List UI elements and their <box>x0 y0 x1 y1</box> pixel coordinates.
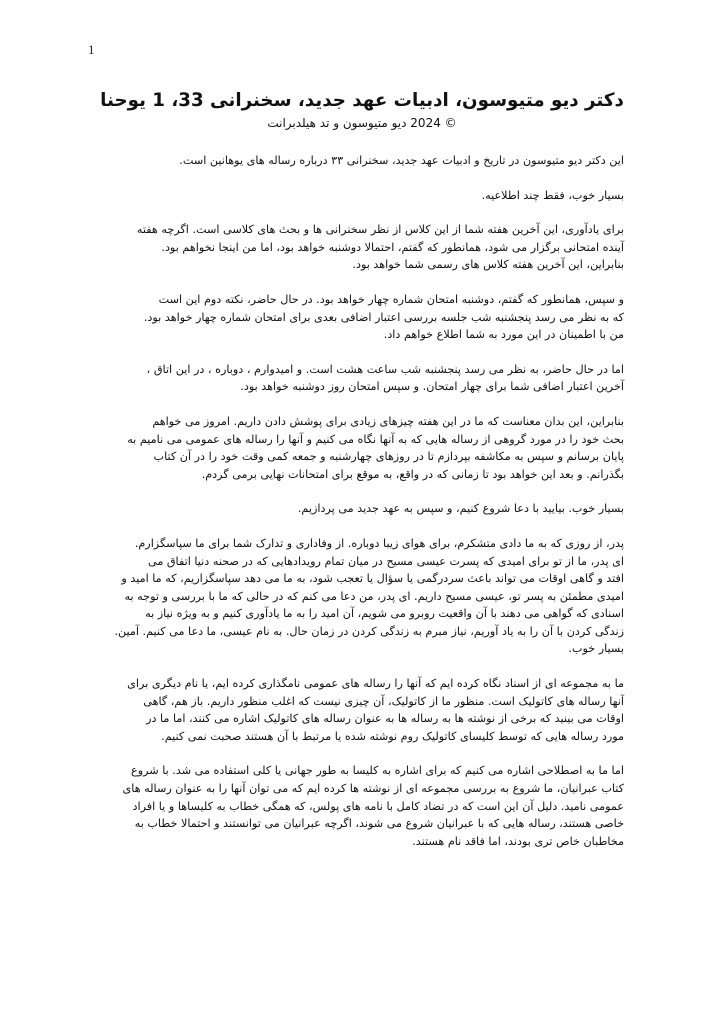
text-line: آنها رساله های کاتولیک است. منظور ما از کاتولیک، آن چیزی نیست که اغلب منظور داریم. باز هم، گاهی <box>143 694 624 708</box>
text-line: بنابراین، این بدان معناست که ما در این هفته چیزهای زیادی برای پوشش دادن داریم. امروز می خواهم <box>152 414 624 428</box>
text-line: پایان برسانم و سپس به مکاشفه بپردازم تا در روزهای چهارشنبه و جمعه کمی وقت خود را در آن کتاب <box>153 450 624 464</box>
text-line: امیدی مطمئن به پسر تو، عیسی مسیح داریم. ای پدر، من دعا می کنم که در حالی که ما با بررسی و توجه به <box>124 589 624 603</box>
paragraph-plan <box>100 413 624 483</box>
text-line: مورد رساله هایی که توسط کلیسای کاتولیک روم نوشته شده یا مرتبط با آن هستند صحبت نمی کنیم. <box>161 729 624 743</box>
document-title: دکتر دیو متیوسون، ادبیات عهد جدید، سخنرانی 33، 1 یوحنا <box>100 90 624 111</box>
text-line: اوقات می بینید که برخی از نوشته ها به رساله ها به عنوان رساله های کاتولیک اشاره می کنند، اما ما در <box>146 712 624 726</box>
text-line: خاصی هستند، رساله هایی که با عبرانیان شروع می شوند، اگرچه عبرانیان می توانستند و احتمالا خطاب به <box>134 817 624 831</box>
paragraph-general-epistles <box>100 675 624 745</box>
paragraph-reminder <box>100 221 624 274</box>
paragraph-begin-prayer <box>100 500 624 518</box>
paragraph-announcements <box>100 187 624 205</box>
text-line: زندگی کردن با آن را به یاد آوریم، نیاز مبرم به زندگی کردن در زمان حال. به نام عیسی، ما دعا می کنیم. آمین. <box>114 624 624 638</box>
text-line: مخاطبان خاص تری بودند، اما فاقد نام هستند. <box>412 834 624 848</box>
text-line: این دکتر دیو متیوسون در تاریخ و ادبیات عهد جدید، سخنرانی ۳۳ درباره رساله های یوهانین است. <box>179 154 624 167</box>
text-line: من با اطمینان در این مورد به شما اطلاع خواهم داد. <box>383 328 624 342</box>
text-line: اسنادی که گواهی می دهند با آن واقعیت روبرو می شویم، آن امید را به ما یادآوری کنیم و به ویژه نیاز به <box>145 607 624 621</box>
document-body <box>100 88 624 867</box>
copyright-line: © 2024 دیو متیوسون و تد هیلدبرانت <box>267 116 457 130</box>
text-line: بسیار خوب. بیایید با دعا شروع کنیم، و سپس به عهد جدید می پردازیم. <box>297 502 624 516</box>
page-number: 1 <box>88 42 95 57</box>
text-line: آخرین اعتبار اضافی شما برای چهار امتحان. و سپس امتحان روز دوشنبه خواهد بود. <box>240 380 624 394</box>
paragraph-prayer <box>100 535 624 658</box>
text-line: پدر، از روزی که به ما دادی متشکرم، برای هوای زیبا دوباره. از وفاداری و تدارک شما برای ما سپاسگزارم. <box>134 536 624 550</box>
text-line: برای یادآوری، این آخرین هفته شما از این کلاس از نظر سخنرانی ها و بحث های کلاسی است. اگرچه هفته <box>136 223 624 237</box>
text-line: بسیار خوب. <box>568 642 624 656</box>
text-line: و سپس، همانطور که گفتم، دوشنبه امتحان شماره چهار خواهد بود. در حال حاضر، نکته دوم این است <box>158 292 624 306</box>
text-line: اما ما به اصطلاحی اشاره می کنیم که برای اشاره به کلیسا به طور جهانی یا کلی استفاده می شد. با شروع <box>131 764 624 778</box>
text-line: ای پدر، ما از تو برای امیدی که پسرت عیسی مسیح در میان تمام رویدادهایی که در صحنه دنیا اتفاق می <box>148 554 624 568</box>
text-line: آینده امتحانی برگزار می شود، همانطور که گفتم، احتمالا دوشنبه خواهد بود، اما من اینجا نخواهم بود. <box>161 240 624 254</box>
text-line: ما به مجموعه ای از اسناد نگاه کرده ایم که آنها را رساله های عمومی نامگذاری کرده ایم، یا نام دیگری برای <box>127 677 624 691</box>
text-line: عمومی نامید. دلیل آن این است که در تضاد کامل با نامه های پولس، که همگی خطاب به کلیساها و یا افراد <box>132 799 624 813</box>
text-line: بسیار خوب، فقط چند اطلاعیه. <box>481 188 624 202</box>
paragraph-intro <box>100 152 624 170</box>
text-line: کتاب عبرانیان، ما شروع به بررسی مجموعه ای از نوشته ها کرده ایم که می توان آنها را به عنوان رساله های <box>122 782 624 796</box>
paragraph-thursday <box>100 361 624 396</box>
text-line: که به نظر می رسد پنجشنبه شب جلسه بررسی اعتبار اضافی بعدی برای امتحان شماره چهار خواهد بود. <box>143 310 624 324</box>
text-line: بحث خود را در مورد گروهی از رساله هایی که به آنها نگاه می کنیم و آنها را رساله های عمومی می نامیم به <box>127 432 624 446</box>
text-line: افتد و گاهی اوقات می تواند باعث سردرگمی یا سؤال یا تعجب شود، به ما می دهد سپاسگزاریم، که ما امید و <box>121 572 624 586</box>
paragraph-hebrews <box>100 762 624 850</box>
text-line: بنابراین، این آخرین هفته کلاس های رسمی شما خواهد بود. <box>352 258 624 272</box>
paragraph-exam-four <box>100 291 624 344</box>
text-line: بگذرانم. و بعد این خواهد بود تا زمانی که در واقع، به موقع برای امتحانات نهایی برمی گردم. <box>201 467 624 481</box>
text-line: اما در حال حاضر، به نظر می رسد پنجشنبه شب ساعت هشت است. و امیدوارم ، دوباره ، در این اتاق ، <box>146 362 624 376</box>
